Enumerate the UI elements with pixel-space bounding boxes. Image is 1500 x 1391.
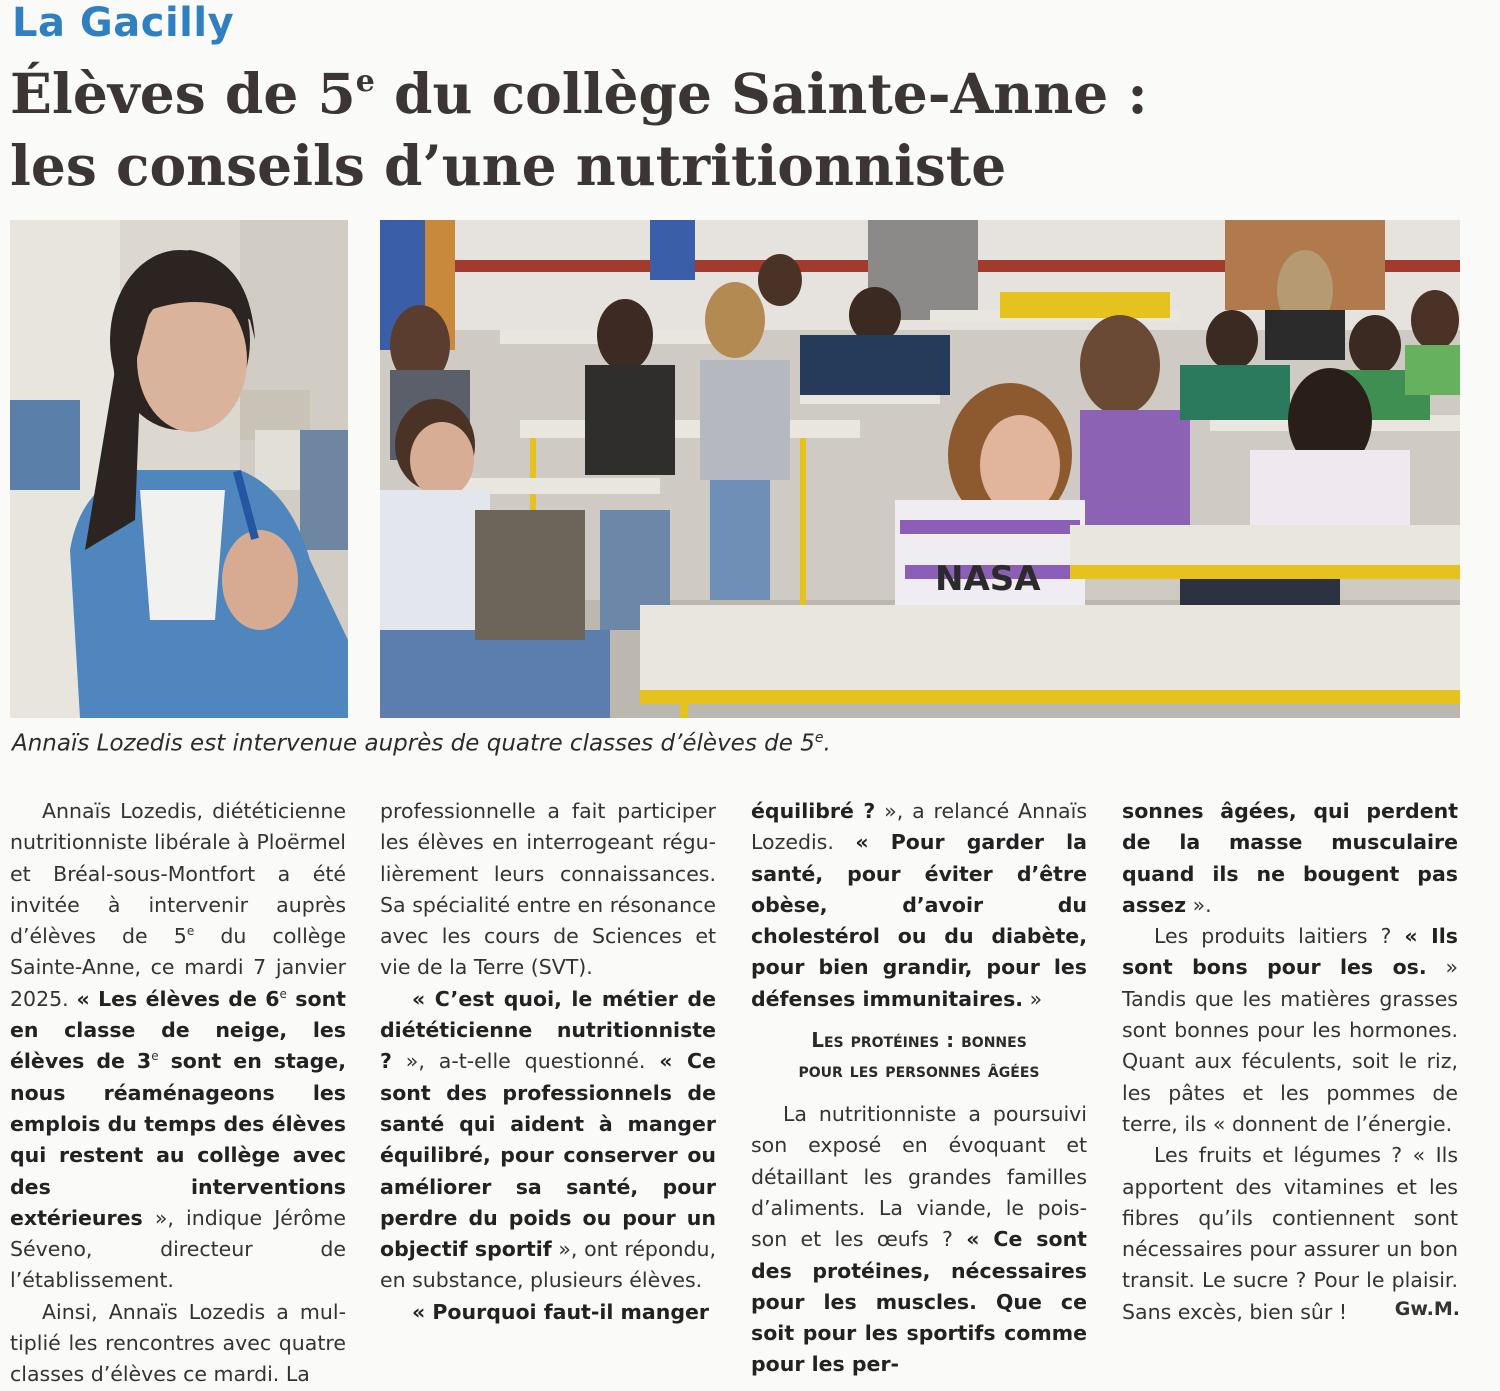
sup: e bbox=[279, 986, 287, 1001]
paragraph: Les fruits et légumes ? « Ils apportent des vitamines et les fibres qu’ils contiennent sont nécessaires pour assurer un bon transit. Le sucre ? Pour le plaisir. Sans excès, bien sûr ! bbox=[1122, 1143, 1458, 1324]
classroom-photo bbox=[380, 220, 1460, 718]
caption-end: . bbox=[823, 730, 831, 757]
paragraph bbox=[1122, 921, 1458, 1140]
quote: « Ce sont des protéines, nécessaires pour les muscles. Que ce soit pour les sportifs comme pour les per- bbox=[751, 1227, 1087, 1377]
author-signature: Gw.M. bbox=[1394, 1298, 1460, 1320]
quote: « C’est quoi, le métier de diététicienne nutritionniste ? bbox=[380, 986, 716, 1074]
text: Les produits laitiers ? bbox=[1154, 924, 1405, 949]
section-kicker: La Gacilly bbox=[12, 0, 235, 46]
text: La nutritionniste a poursuivi son exposé en évoquant et détaillant les grandes familles d’aliments. La viande, le poisson et les œufs ? bbox=[751, 1102, 1087, 1252]
quote: « Les élèves de 6 bbox=[76, 986, 280, 1011]
headline-sup: e bbox=[355, 64, 375, 99]
caption-sup: e bbox=[814, 730, 824, 746]
paragraph: Ainsi, Annaïs Lozedis a multiplié les rencontres avec quatre classes d’élèves ce mardi. La bbox=[10, 1299, 346, 1387]
caption-text: Annaïs Lozedis est intervenue auprès de quatre classes d’élèves de 5 bbox=[12, 730, 815, 757]
headline-line1-b: du collège Sainte-Anne : bbox=[374, 61, 1148, 126]
article-column-4 bbox=[1122, 796, 1458, 1328]
nutritionist-photo bbox=[10, 220, 348, 718]
paragraph bbox=[10, 796, 346, 1297]
quote: sonnes âgées, qui perdent de la masse musculaire quand ils ne bougent pas assez bbox=[1122, 799, 1458, 917]
paragraph bbox=[380, 1297, 716, 1328]
nutritionist-illustration bbox=[10, 220, 348, 718]
subheading-line2: pour les personnes âgées bbox=[798, 1058, 1040, 1083]
text: Annaïs Lozedis, diététicienne nutritionniste libérale à Ploërmel et Bréal-sous-Montfort a été invitée à intervenir auprès d’élèves de 5 bbox=[10, 799, 346, 949]
text: », indique Jérôme Séveno, directeur de l’établissement. bbox=[10, 1205, 346, 1293]
quote: sont en stage, nous réaménageons les emplois du temps des élèves qui restent au collège avec des interventions extérieures bbox=[10, 1049, 347, 1230]
text: », a relancé Annaïs Lozedis. bbox=[751, 799, 1087, 855]
paragraph bbox=[1122, 796, 1458, 921]
text: », a-t-elle questionné. bbox=[391, 1049, 660, 1074]
text: du collège Sainte-Anne, ce mardi 7 janvier 2025. bbox=[10, 924, 347, 1011]
sup: e bbox=[186, 924, 195, 939]
headline bbox=[10, 58, 1490, 202]
article-column-2 bbox=[380, 796, 716, 1328]
quote: « Ils sont bons pour les os. bbox=[1122, 924, 1458, 980]
sup: e bbox=[151, 1049, 159, 1064]
headline-line1-a: Élèves de 5 bbox=[10, 61, 356, 126]
svg-text:NASA: NASA bbox=[935, 559, 1041, 599]
text: », ont répondu, en substance, plusieurs élèves. bbox=[380, 1237, 716, 1293]
text: » Tandis que les matières grasses sont bonnes pour les hormones. Quant aux féculents, soit le riz, les pâtes et les pommes de terre, ils « donnent de l’énergie. bbox=[1122, 955, 1458, 1136]
paragraph bbox=[380, 984, 716, 1297]
article-column-3 bbox=[751, 796, 1087, 1381]
headline-line1 bbox=[10, 61, 1148, 126]
quote: « Ce sont des professionnels de santé qui aident à manger équilibré, pour conserver ou améliorer sa santé, pour perdre du poids ou pour un objectif sportif bbox=[380, 1049, 716, 1262]
headline-line2: les conseils d’une nutritionniste bbox=[10, 133, 1007, 198]
paragraph bbox=[751, 796, 1087, 1015]
article-column-1 bbox=[10, 796, 346, 1391]
quote: sont en classe de neige, les élèves de 3 bbox=[10, 986, 346, 1074]
photo-caption bbox=[12, 730, 831, 757]
quote: « Pour garder la santé, pour éviter d’être obèse, d’avoir du cholestérol ou du diabète, pour bien grandir, pour les défenses immunitaires. bbox=[751, 830, 1087, 1011]
paragraph: professionnelle a fait participer les élèves en interrogeant régulièrement leurs connaissances. Sa spécialité entre en résonance avec les cours de Sciences et vie de la Terre (SVT). bbox=[380, 799, 716, 980]
quote: équilibré ? bbox=[751, 799, 876, 823]
classroom-illustration bbox=[380, 220, 1460, 718]
subheading-line1: Les protéines : bonnes bbox=[811, 1028, 1027, 1053]
subheading bbox=[751, 1025, 1087, 1085]
text: ». bbox=[1186, 892, 1212, 917]
paragraph bbox=[751, 1099, 1087, 1381]
text: » bbox=[1023, 986, 1043, 1011]
quote: « Pourquoi faut-il manger bbox=[412, 1299, 710, 1324]
